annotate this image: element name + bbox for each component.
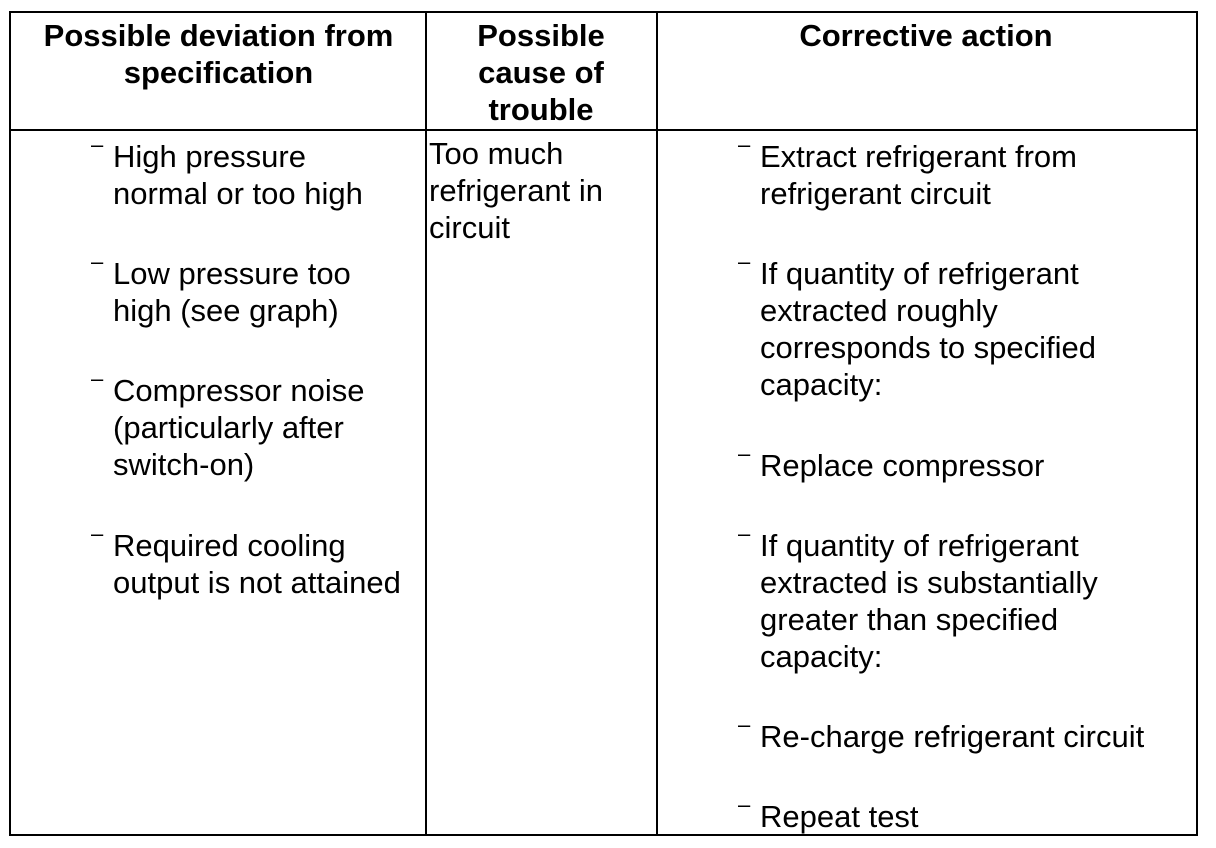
deviation-item: – Compressor noise (particularly after switch-on) <box>91 366 365 482</box>
action-item: – Extract refrigerant from refrigerant circuit <box>738 132 1077 211</box>
deviation-item: – High pressure normal or too high <box>91 132 363 211</box>
dash-bullet: – <box>738 712 751 737</box>
dash-bullet: – <box>91 366 104 391</box>
troubleshooting-table <box>9 11 1198 836</box>
action-item: – Re-charge refrigerant circuit <box>738 712 1145 754</box>
column-divider-2 <box>656 13 658 834</box>
deviation-item: – Required cooling output is not attained <box>91 521 401 600</box>
action-item: – If quantity of refrigerant extracted roughly corresponds to specified capacity: <box>738 249 1097 402</box>
header-deviation: Possible deviation from specification <box>43 18 394 90</box>
dash-bullet: – <box>91 132 104 157</box>
deviation-item: – Low pressure too high (see graph) <box>91 249 351 328</box>
dash-bullet: – <box>738 249 751 274</box>
dash-bullet: – <box>738 792 751 817</box>
action-item: – Repeat test <box>738 792 919 834</box>
action-item: – Replace compressor <box>738 441 1045 483</box>
dash-bullet: – <box>738 441 751 466</box>
dash-bullet: – <box>738 521 751 546</box>
header-divider <box>11 129 1196 131</box>
dash-bullet: – <box>738 132 751 157</box>
header-corrective-action: Corrective action <box>799 18 1053 53</box>
dash-bullet: – <box>91 249 104 274</box>
column-divider-1 <box>425 13 427 834</box>
cause-text: Too much refrigerant in circuit <box>429 136 604 245</box>
action-item: – If quantity of refrigerant extracted is substantially greater than specified capacity: <box>738 521 1098 674</box>
dash-bullet: – <box>91 521 104 546</box>
header-cause: Possible cause of trouble <box>477 18 605 127</box>
